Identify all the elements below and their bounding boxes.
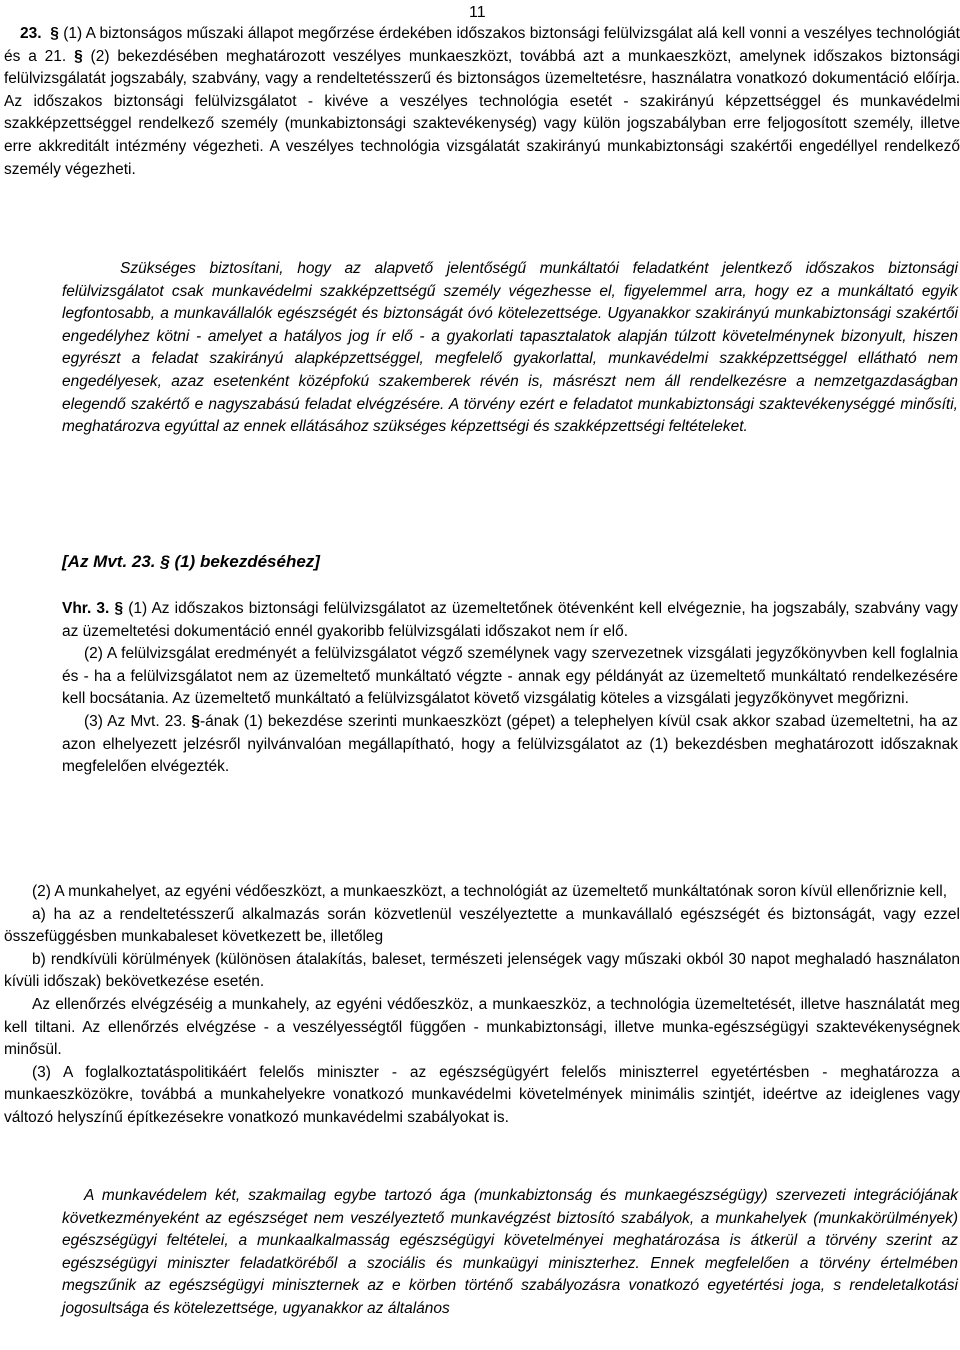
vhr-paragraph-3: (3) Az Mvt. 23. §-ának (1) bekezdése szerinti munkaeszközt (gépet) a telephelyen kívül csak akkor szabad üzemeltetni, ha az azon elhelyezett jelzésről nyilvánvalóan megállapítható, hogy a felülvizsgálatot az (1) bekezdésben meghatározott időszaknak megfelelően elvégezték. xyxy=(62,712,958,776)
lower-paragraph-1: (2) A munkahelyet, az egyéni védőeszközt, a munkaeszközt, a technológiát az üzemeltető munkáltatónak soron kívül ellenőriznie kell, xyxy=(32,883,947,900)
section-sign: § xyxy=(114,600,124,617)
page-number: 11 xyxy=(469,4,486,21)
lower-paragraph-3: b) rendkívüli körülmények (különösen átalakítás, baleset, természeti jelenségek vagy műszaki okból 30 napot meghaladó használaton kívüli időszak) bekövetkezése esetén. xyxy=(4,950,960,991)
subsection-heading: [Az Mvt. 23. § (1) bekezdéséhez] xyxy=(62,552,320,571)
vhr-paragraph-1: Vhr. 3. § (1) Az időszakos biztonsági felülvizsgálatot az üzemeltetőnek ötévenként kell elvégeznie, ha jogszabály, szabvány vagy az üzemeltetési dokumentáció ennél gyakoribb felülvizsgálati időszakot nem ír elő. xyxy=(62,600,958,640)
vhr-label: Vhr. 3. xyxy=(62,600,115,617)
vhr-section xyxy=(62,598,958,779)
commentary-paragraph: Szükséges biztosítani, hogy az alapvető jelentőségű munkáltatói feladatként jelentkező időszakos biztonsági felülvizsgálatot csak munkavédelmi szakképzettségű személy végezhesse el, figyelemmel arra, hogy ez a munkáltató egyik legfontosabb, a munkavállalók egészségét és biztonságát óvó kötelezettsége. Ugyanakkor szakirányú munkabiztonsági szakértői engedélyhez kötni - amelyet a hatályos jog ír elő - a gyakorlati tapasztalatok alapján túlzott követelménynek bizonyult, hiszen egyrészt a feladat szakirányú alapképzettséggel, megfelelő gyakorlattal, munkavédelmi szakképzettséggel ellátható nem engedélyesek, azaz esetenként középfokú szakemberek révén is, másrészt nem áll rendelkezésre a nemzetgazdaságban elegendő szakértő e nagyszabású feladat elvégzésére. A törvény ezért e feladatot munkabiztonsági szaktevékenységgé minősíti, meghatározva egyúttal az ennek ellátásához szükséges képzettségi és szakképzettségi feltételeket. xyxy=(62,260,958,436)
lower-paragraph-4: Az ellenőrzés elvégzéséig a munkahely, az egyéni védőeszköz, a munkaeszköz, a technológia üzemeltetését, illetve használatát meg kell tiltani. Az ellenőrzés elvégzése - a veszélyességtől függően - munkabiztonsági, illetve munka-egészségügyi szaktevékenységnek minősül. xyxy=(4,995,960,1059)
section-23 xyxy=(4,23,960,181)
commentary-2 xyxy=(62,1185,958,1321)
section-number: 23. xyxy=(20,25,42,42)
section-23-paragraph: 23. § (1) A biztonságos műszaki állapot megőrzése érdekében időszakos biztonsági felülvizsgálat alá kell vonni a veszélyes technológiát és a 21. § (2) bekezdésében meghatározott veszélyes munkaeszközt, továbbá azt a munkaeszközt, amelynek időszakos biztonsági felülvizsgálatát jogszabály, szabvány, vagy a rendeltetésszerű és biztonságos üzemeltetésre, használatra vonatkozó dokumentáció előírja. Az időszakos biztonsági felülvizsgálatot - kivéve a veszélyes technológia esetét - szakirányú képzettséggel és munkavédelmi szakképzettséggel rendelkező személy (munkabiztonsági szaktevékenység) vagy külön jogszabályban erre feljogosított személy, illetve erre akkreditált intézmény végezheti. A veszélyes technológia vizsgálatát szakirányú munkabiztonsági szakértői engedéllyel rendelkező személy végezheti. xyxy=(4,25,960,178)
lower-paragraph-2: a) ha az a rendeltetésszerű alkalmazás során közvetlenül veszélyeztette a munkavállaló egészségét és biztonságát, vagy ezzel összefüggésben munkabaleset következett be, illetőleg xyxy=(4,905,960,946)
section-sign: § xyxy=(50,25,59,42)
section-sign: § xyxy=(74,47,83,65)
lower-paragraph-5: (3) A foglalkoztatáspolitikáért felelős miniszter - az egészségügyért felelős miniszterrel egyetértésben - meghatározza a munkaeszközökre, továbbá a munkahelyekre vonatkozó munkavédelmi követelmények minimális szintjét, ideértve az ideiglenes vagy változó helyszínű építkezésekre vonatkozó munkavédelmi szabályokat is. xyxy=(4,1063,960,1126)
commentary-1 xyxy=(62,258,958,439)
vhr-paragraph-2: (2) A felülvizsgálat eredményét a felülvizsgálatot végző személynek vagy szervezetnek vizsgálati jegyzőkönyvben kell foglalnia és - ha a felülvizsgálatot nem az üzemeltető munkáltató végzte - annak egy példányát az üzemeltető munkáltató rendelkezésére kell bocsátania. Az üzemeltető munkáltató a felülvizsgálatot követő vizsgálatig köteles a vizsgálati jegyzőkönyvet megőrizni. xyxy=(62,645,958,708)
commentary-paragraph: A munkavédelem két, szakmailag egybe tartozó ága (munkabiztonság és munkaegészségügy) szervezeti integrációjának következményeként az egészséget nem veszélyeztető munkavégzést biztosító szabályok, a munkahelyek (munkakörülmények) egészségügyi feltételei, a munkaalkalmasság egészségügyi követelményei meghatározása is átkerül a törvény szerint az egészségügyi miniszter feladatköréből a szociális és munkaügyi miniszterhez. Ennek megfelelően a törvény értelmében megszűnik az egészségügyi miniszternek az e körben történő szabályozásra vonatkozó egyetértési joga, s rendeletalkotási jogosultsága és kötelezettsége, ugyanakkor az általános xyxy=(62,1187,958,1317)
section-sign: § xyxy=(191,712,200,730)
section-lower xyxy=(4,881,960,1130)
